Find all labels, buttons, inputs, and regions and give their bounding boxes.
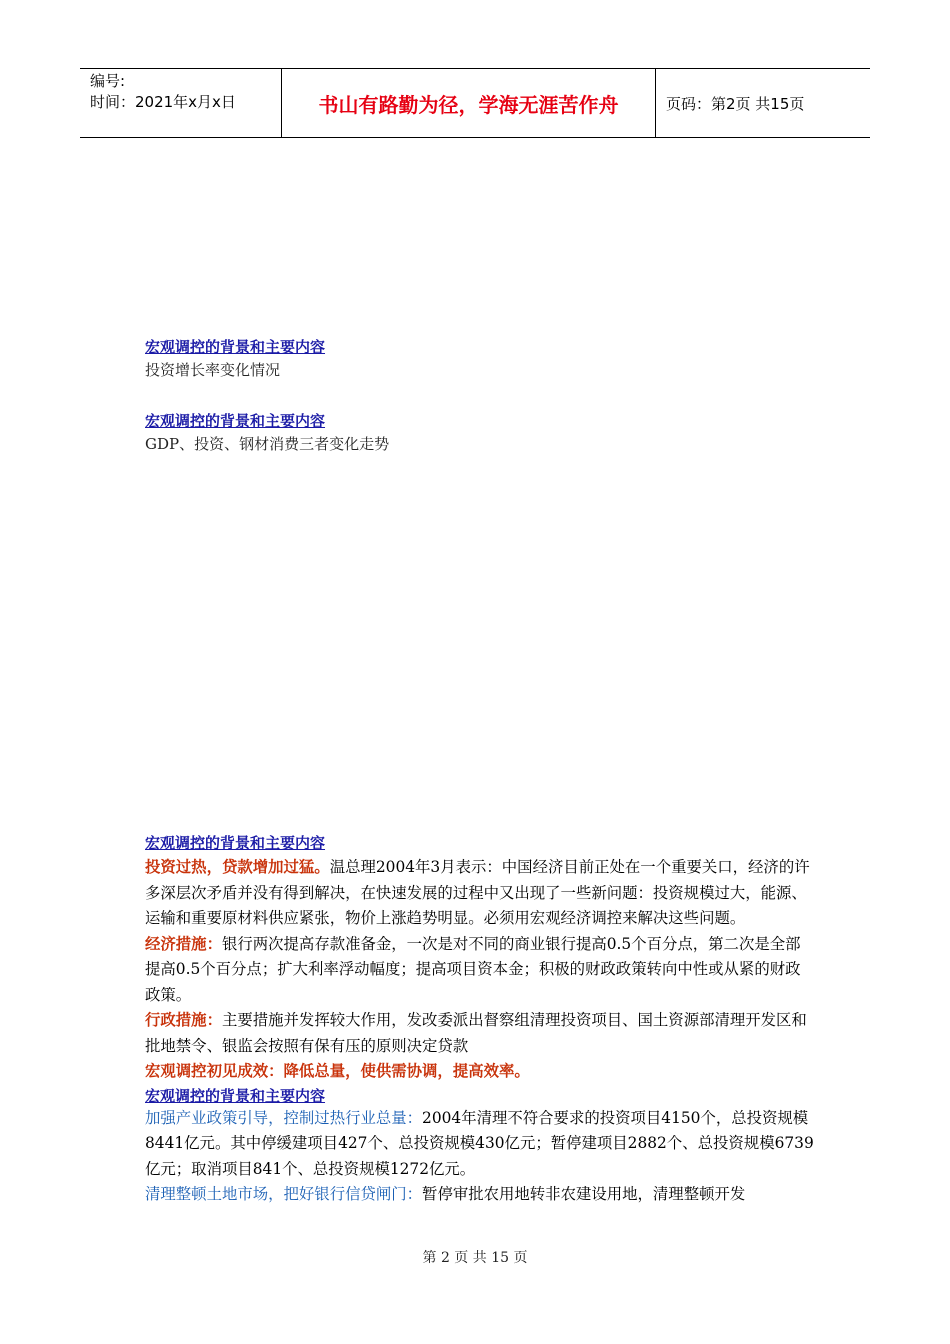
overheating-lead: 投资过热，贷款增加过猛。 — [145, 858, 330, 876]
land-market-lead: 清理整顿土地市场，把好银行信贷闸门： — [145, 1185, 423, 1203]
economic-measures-text: 银行两次提高存款准备金，一次是对不同的商业银行提高0.5个百分点，第二次是全部提高0.5个百分点；扩大利率浮动幅度；提高项目资本金；积极的财政政策转向中性或从紧的财政政策。 — [145, 934, 801, 1004]
header-info-cell — [80, 69, 282, 137]
section-3 — [145, 832, 815, 1208]
time-label: 时间：2021年x月x日 — [90, 93, 236, 111]
section-1-title-link[interactable]: 宏观调控的背景和主要内容 — [145, 338, 326, 356]
motto: 书山有路勤为径，学海无涯苦作舟 — [282, 69, 656, 137]
overheating-text: 温总理2004年3月表示：中国经济目前正处在一个重要关口，经济的许多深层次矛盾并没有得到解决，在快速发展的过程中又出现了一些新问题：投资规模过大，能源、运输和重要原材料供应紧张，物价上涨趋势明显。必须用宏观经济调控来解决这些问题。 — [145, 858, 810, 927]
paragraph-initial-results — [145, 1059, 815, 1085]
initial-results-lead: 宏观调控初见成效：降低总量，使供需协调，提高效率。 — [145, 1062, 530, 1080]
number-label: 编号: — [90, 72, 126, 90]
economic-measures-lead: 经济措施： — [145, 934, 222, 953]
paragraph-land-market — [145, 1182, 815, 1208]
page-code: 页码：第2页 共15页 — [666, 94, 805, 113]
admin-measures-lead: 行政措施： — [145, 1011, 222, 1029]
paragraph-industrial-policy — [145, 1106, 815, 1183]
paragraph-overheating — [145, 855, 815, 932]
section-3-title-link[interactable]: 宏观调控的背景和主要内容 — [145, 834, 326, 852]
industrial-policy-text: 2004年清理不符合要求的投资项目4150个，总投资规模8441亿元。其中停缓建项目427个、总投资规模430亿元；暂停建项目2882个、总投资规模6739亿元；取消项目841个、总投资规模1272亿元。 — [145, 1108, 814, 1178]
section-1-subtitle: 投资增长率变化情况 — [145, 361, 281, 379]
land-market-text: 暂停审批农用地转非农建设用地，清理整顿开发 — [422, 1185, 746, 1203]
industrial-policy-lead: 加强产业政策引导，控制过热行业总量： — [145, 1108, 423, 1127]
paragraph-admin-measures — [145, 1008, 815, 1059]
section-4-title-link[interactable]: 宏观调控的背景和主要内容 — [145, 1086, 326, 1105]
paragraph-economic-measures — [145, 932, 815, 1009]
section-1 — [145, 336, 815, 380]
section-2-subtitle: GDP、投资、钢材消费三者变化走势 — [145, 435, 390, 453]
header-table — [80, 68, 870, 138]
section-2-title-link[interactable]: 宏观调控的背景和主要内容 — [145, 412, 326, 430]
admin-measures-text: 主要措施并发挥较大作用，发改委派出督察组清理投资项目、国土资源部清理开发区和批地禁令、银监会按照有保有压的原则决定贷款 — [145, 1011, 807, 1055]
page-footer: 第 2 页 共 15 页 — [422, 1250, 528, 1266]
section-2 — [145, 410, 815, 454]
